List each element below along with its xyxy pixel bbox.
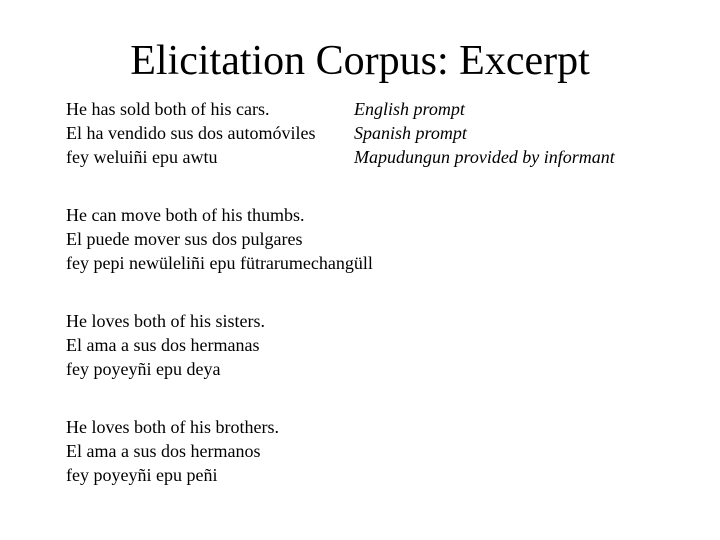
example-group-brothers: [66, 415, 686, 487]
english-sentence: He can move both of his thumbs.: [66, 205, 305, 225]
mapudungun-sentence: fey pepi newüleliñi epu fütrarumechangüll: [66, 253, 373, 273]
english-line: [66, 415, 686, 439]
mapudungun-sentence: fey weluiñi epu awtu: [66, 147, 218, 167]
spanish-line: [66, 439, 686, 463]
mapudungun-sentence: fey poyeyñi epu deya: [66, 359, 221, 379]
spanish-line: [66, 227, 686, 251]
mapudungun-line: [66, 463, 686, 487]
mapudungun-line: [66, 357, 686, 381]
example-group-cars: [66, 97, 686, 169]
spanish-sentence: El ama a sus dos hermanos: [66, 441, 261, 461]
example-group-sisters: [66, 309, 686, 381]
mapudungun-informant-label: Mapudungun provided by informant: [354, 147, 615, 167]
spanish-sentence: El ha vendido sus dos automóviles: [66, 123, 316, 143]
mapudungun-line: [66, 145, 686, 169]
english-prompt-label: English prompt: [354, 99, 465, 119]
slide-title: Elicitation Corpus: Excerpt: [130, 38, 590, 84]
english-sentence: He loves both of his brothers.: [66, 417, 279, 437]
english-line: [66, 309, 686, 333]
spanish-sentence: El puede mover sus dos pulgares: [66, 229, 303, 249]
english-line: [66, 203, 686, 227]
english-line: [66, 97, 686, 121]
english-sentence: He has sold both of his cars.: [66, 99, 270, 119]
spanish-sentence: El ama a sus dos hermanas: [66, 335, 260, 355]
mapudungun-sentence: fey poyeyñi epu peñi: [66, 465, 218, 485]
spanish-line: [66, 333, 686, 357]
mapudungun-line: [66, 251, 686, 275]
english-sentence: He loves both of his sisters.: [66, 311, 265, 331]
spanish-prompt-label: Spanish prompt: [354, 123, 467, 143]
spanish-line: [66, 121, 686, 145]
corpus-excerpt: [66, 97, 686, 521]
example-group-thumbs: [66, 203, 686, 275]
